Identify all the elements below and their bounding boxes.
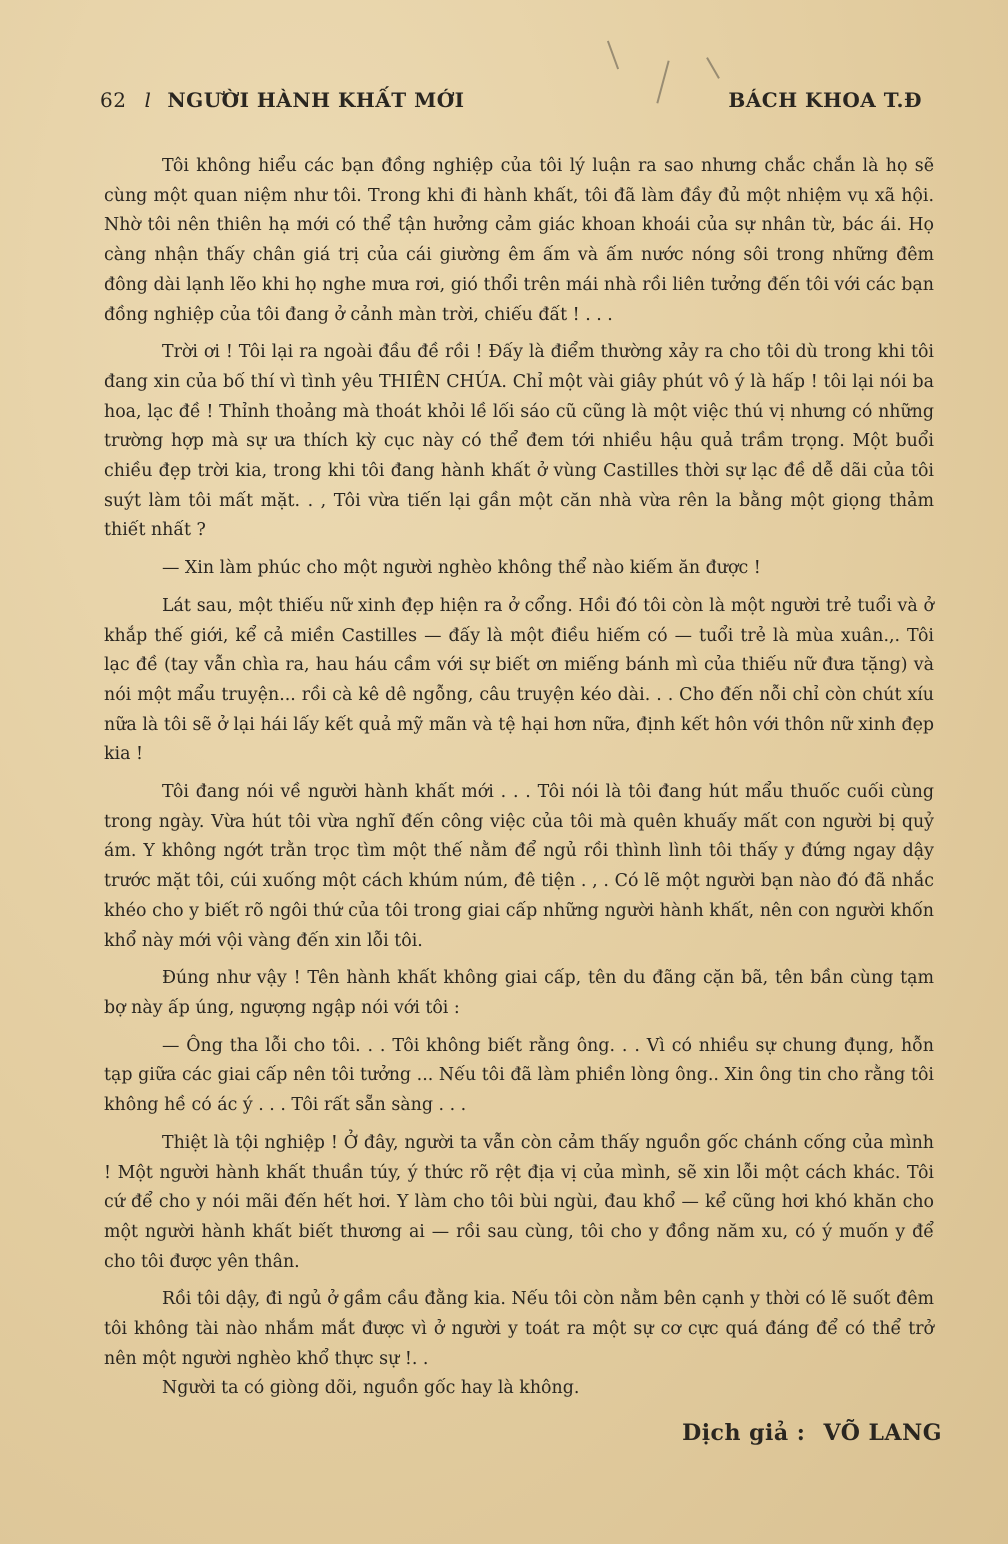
page-header [100,88,922,124]
print-mark [706,57,720,79]
translator-credit [682,1420,942,1446]
paragraph: — Xin làm phúc cho một người nghèo không thể nào kiếm ăn được ! [162,558,761,579]
paragraph: Người ta có giòng dõi, nguồn gốc hay là không. [162,1378,580,1399]
paragraph: — Ông tha lỗi cho tôi. . . Tôi không biết rằng ông. . . Vì có nhiều sự chung đụng, hỗn tạp giữa các giai cấp nên tôi tưởng ... Nếu tôi đã làm phiền lòng ông.. Xin ông tin cho rằng tôi không hề có ác ý . . . Tôi rất sẵn sàng . . . [104,1035,934,1116]
paragraph: Thiệt là tội nghiệp ! Ở đây, người ta vẫn còn cảm thấy nguồn gốc chánh cống của mình ! Một người hành khất thuần túy, ý thức rõ rệt địa vị của mình, sẽ xin lỗi một cách khác. Tôi cứ để cho y nói mãi đến hết hơi. Y làm cho tôi bùi ngùi, đau khổ — kể cũng hơi khó khăn cho một người hành khất biết thương ai — rồi sau cùng, tôi cho y đồng năm xu, có ý muốn y để cho tôi được yên thân. [104,1132,934,1272]
translator-name: VÕ LANG [823,1420,942,1446]
paragraph: Lát sau, một thiếu nữ xinh đẹp hiện ra ở cổng. Hồi đó tôi còn là một người trẻ tuổi và ở khắp thế giới, kể cả miền Castilles — đấy là một điều hiếm có — tuổi trẻ là mùa xuân.,. Tôi lạc đề (tay vẫn chìa ra, hau háu cầm với sự biết ơn miếng bánh mì của thiếu nữ đưa tặng) và nói một mẩu truyện... rồi cà kê dê ngỗng, câu truyện kéo dài. . . Cho đến nỗi chỉ còn chút xíu nữa là tôi sẽ ở lại hái lấy kết quả mỹ mãn và tệ hại hơn nữa, định kết hôn với thôn nữ xinh đẹp kia ! [104,595,934,765]
page-number: 62 [100,88,127,112]
journal-name: BÁCH KHOA T.Đ [728,88,922,112]
print-mark [607,41,619,70]
article-title: NGƯỜI HÀNH KHẤT MỚI [167,88,465,112]
paragraph: Tôi đang nói về người hành khất mới . . . Tôi nói là tôi đang hút mẩu thuốc cuối cùng trong ngày. Vừa hút tôi vừa nghĩ đến công việc của tôi mà quên khuấy mất con người bị quỷ ám. Y không ngớt trằn trọc tìm một thế nằm để ngủ rồi thình lình tôi thấy y đứng ngay dậy trước mặt tôi, cúi xuống một cách khúm núm, đê tiện . , . Có lẽ một người bạn nào đó đã nhắc khéo cho y biết rõ ngôi thứ của tôi trong giai cấp những người hành khất, nên con người khốn khổ này mới vội vàng đến xin lỗi tôi. [104,782,934,951]
paragraph: Rồi tôi dậy, đi ngủ ở gầm cầu đằng kia. Nếu tôi còn nằm bên cạnh y thời có lẽ suốt đêm tôi không tài nào nhắm mắt được vì ở người y toát ra một sự cơ cực quá đáng để có thể trở nên một người nghèo khổ thực sự !. . [104,1289,934,1369]
article-body [104,152,934,1412]
credit-label: Dịch giả : [682,1420,806,1446]
header-separator: l [144,88,152,112]
paragraph: Tôi không hiểu các bạn đồng nghiệp của tôi lý luận ra sao nhưng chắc chắn là họ sẽ cùng một quan niệm như tôi. Trong khi đi hành khất, tôi đã làm đầy đủ một nhiệm vụ xã hội. Nhờ tôi nên thiên hạ mới có thể tận hưởng cảm giác khoan khoái của sự nhân từ, bác ái. Họ càng nhận thấy chân giá trị của cái giường êm ấm và ấm nước nóng sôi trong những đêm đông dài lạnh lẽo khi họ nghe mưa rơi, gió thổi trên mái nhà rồi liên tưởng đến tôi với các bạn đồng nghiệp của tôi đang ở cảnh màn trời, chiếu đất ! . . . [104,156,934,325]
paragraph: Đúng như vậy ! Tên hành khất không giai cấp, tên du đãng cặn bã, tên bần cùng tạm bợ này ấp úng, ngượng ngập nói với tôi : [104,968,934,1018]
paragraph: Trời ơi ! Tôi lại ra ngoài đầu đề rồi ! Đấy là điểm thường xảy ra cho tôi dù trong khi tôi đang xin của bố thí vì tình yêu THIÊN CHÚA. Chỉ một vài giây phút vô ý là hấp ! tôi lại nói ba hoa, lạc đề ! Thỉnh thoảng mà thoát khỏi lề lối sáo cũ cũng là một việc thú vị nhưng có những trường hợp mà sự ưa thích kỳ cục này có thể đem tới nhiều hậu quả trầm trọng. Một buổi chiều đẹp trời kia, trong khi tôi đang hành khất ở vùng Castilles thời sự lạc đề dễ dãi của tôi suýt làm tôi mất mặt. . , Tôi vừa tiến lại gần một căn nhà vừa rên la bằng một giọng thảm thiết nhất ? [104,342,934,541]
